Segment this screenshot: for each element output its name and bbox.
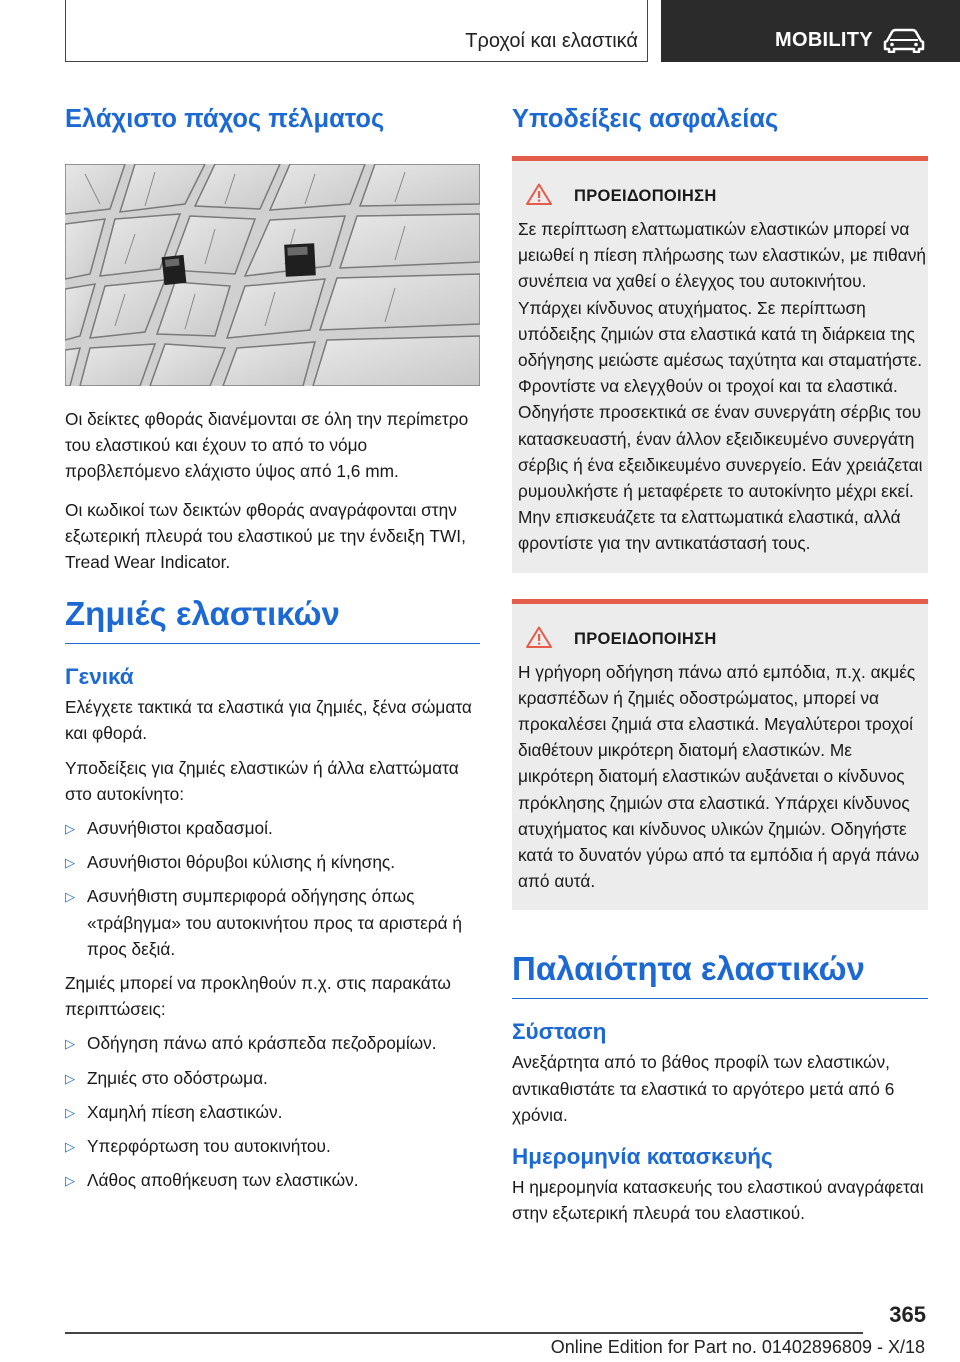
list-item: ▷ Λάθος αποθήκευση των ελαστικών. <box>65 1167 480 1193</box>
general-paragraph-1: Ελέγχετε τακτικά τα ελαστικά για ζημιές, ξένα σώματα και φθορά. <box>65 697 472 744</box>
list-item: ▷ Ζημιές στο οδόστρωμα. <box>65 1065 480 1091</box>
edition-note: Online Edition for Part no. 01402896809 - X/18 <box>550 1337 925 1357</box>
right-column <box>512 100 928 1226</box>
section-label: MOBILITY <box>775 29 873 51</box>
page-number: 365 <box>889 1302 926 1327</box>
warning-text-2: Η γρήγορη οδήγηση πάνω από εμπόδια, π.χ. ακμές κρασπέδων ή ζημιές οδοστρώματος, μπορεί να προκαλέσει ζημιά στα ελαστικά. Μεγαλύτεροι τροχοί διαθέτουν μικρότερη διατομή ελαστικών. Με μικρότερη διατομή ελαστικών αυξάνεται ο κίνδυνος πρόκλησης ζημιών στα ελαστικά. Υπάρχει κίνδυνος ατυχήματος και κίνδυνος υλικών ζημιών. Οδηγήστε κατά το δυνατόν γύρω από τα εμπόδια ή αργά πάνω από αυτά. <box>518 661 920 892</box>
arrow-icon: ▷ <box>65 889 75 905</box>
manufacture-date-text: Η ημερομηνία κατασκευής του ελαστικού αναγράφεται στην εξωτερική πλευρά του ελαστικού. <box>512 1177 924 1224</box>
tread-paragraph-2: Οι κωδικοί των δεικτών φθοράς αναγράφονται στην εξωτερική πλευρά του ελαστικού με την ένδειξη TWI, Tread Wear Indicator. <box>65 499 466 573</box>
warning-text-1: Σε περίπτωση ελαττωματικών ελαστικών μπορεί να μειωθεί η πίεση πλήρωσης των ελαστικών, με πιθανή συνέπεια να χαθεί ο έλεγχος του αυτοκινήτου. Υπάρχει κίνδυνος ατυχήματος. Σε περίπτωση υπόδειξης ζημιών στα ελαστικά κατά τη διάρκεια της οδήγησης μειώστε αμέσως ταχύτητα και σταματήστε. Φροντίστε να ελεγχθούν οι τροχοί και τα ελαστικά. Οδηγήστε προσεκτικά σε έναν συνεργάτη σέρβις του κατασκευαστή, έναν άλλον εξειδικευμένο συνεργάτη σέρβις ή ένα εξειδικευμένο συνεργείο. Εάν χρειάζεται ρυμουλκήστε ή μεταφέρετε το αυτοκίνητο μέχρι εκεί. Μην επισκευάζετε τα ελαττωματικά ελαστικά, αλλά φροντίστε για την αντικατάστασή τους. <box>518 219 926 554</box>
arrow-icon: ▷ <box>65 1139 75 1155</box>
safety-notes-heading: Υποδείξεις ασφαλείας <box>512 105 779 133</box>
general-heading: Γενικά <box>65 664 134 690</box>
warning-box-1 <box>512 156 928 573</box>
wear-indicator-right <box>284 243 316 277</box>
left-column <box>65 100 480 1193</box>
list-item: ▷ Οδήγηση πάνω από κράσπεδα πεζοδρομίων. <box>65 1030 480 1056</box>
arrow-icon: ▷ <box>65 821 75 837</box>
recommendation-text: Ανεξάρτητα από το βάθος προφίλ των ελαστικών, αντικαθιστάτε τα ελαστικά το αργότερο μετά από 6 χρόνια. <box>512 1052 895 1125</box>
section-tab <box>661 0 960 62</box>
warning-label: ΠΡΟΕΙΔΟΠΟΙΗΣΗ <box>574 187 717 205</box>
tread-depth-heading: Ελάχιστο πάχος πέλματος <box>65 105 385 133</box>
arrow-icon: ▷ <box>65 1070 75 1086</box>
tire-tread-image <box>65 164 480 386</box>
list-item: ▷ Ασυνήθιστοι κραδασμοί. <box>65 815 480 841</box>
damage-signs-list <box>65 815 480 962</box>
tire-damage-heading: Ζημιές ελαστικών <box>65 595 480 644</box>
footer-divider <box>65 1332 863 1334</box>
list-item: ▷ Χαμηλή πίεση ελαστικών. <box>65 1099 480 1125</box>
arrow-icon: ▷ <box>65 1173 75 1189</box>
warning-label: ΠΡΟΕΙΔΟΠΟΙΗΣΗ <box>574 629 717 648</box>
manufacture-date-heading: Ημερομηνία κατασκευής <box>512 1144 773 1170</box>
arrow-icon: ▷ <box>65 1036 75 1052</box>
general-paragraph-2: Υποδείξεις για ζημιές ελαστικών ή άλλα ελαττώματα στο αυτοκίνητο: <box>65 757 459 804</box>
tire-age-heading: Παλαιότητα ελαστικών <box>512 950 928 999</box>
list-item: ▷ Ασυνήθιστοι θόρυβοι κύλισης ή κίνησης. <box>65 849 480 875</box>
arrow-icon: ▷ <box>65 855 75 871</box>
list-item: ▷ Υπερφόρτωση του αυτοκινήτου. <box>65 1133 480 1159</box>
causes-intro: Ζημιές μπορεί να προκληθούν π.χ. στις παρακάτω περιπτώσεις: <box>65 973 451 1020</box>
warning-triangle-icon <box>526 183 552 210</box>
arrow-icon: ▷ <box>65 1104 75 1120</box>
recommendation-heading: Σύσταση <box>512 1019 607 1045</box>
chapter-title: Τροχοί και ελαστικά <box>465 30 638 52</box>
wear-indicator-left <box>162 255 187 285</box>
warning-triangle-icon <box>526 626 552 653</box>
damage-causes-list <box>65 1030 480 1193</box>
list-item: ▷ Ασυνήθιστη συμπεριφορά οδήγησης όπως «τράβηγμα» του αυτοκινήτου προς τα αριστερά ή προς δεξιά. <box>65 886 463 959</box>
car-icon <box>883 27 925 58</box>
warning-box-2 <box>512 599 928 911</box>
tread-paragraph-1: Οι δείκτες φθοράς διανέμονται σε όλη την περίmετρο του ελαστικού και έχουν το από το νόμο προβλεπόμενο ελάχιστο ύψος από 1,6 mm. <box>65 409 469 482</box>
